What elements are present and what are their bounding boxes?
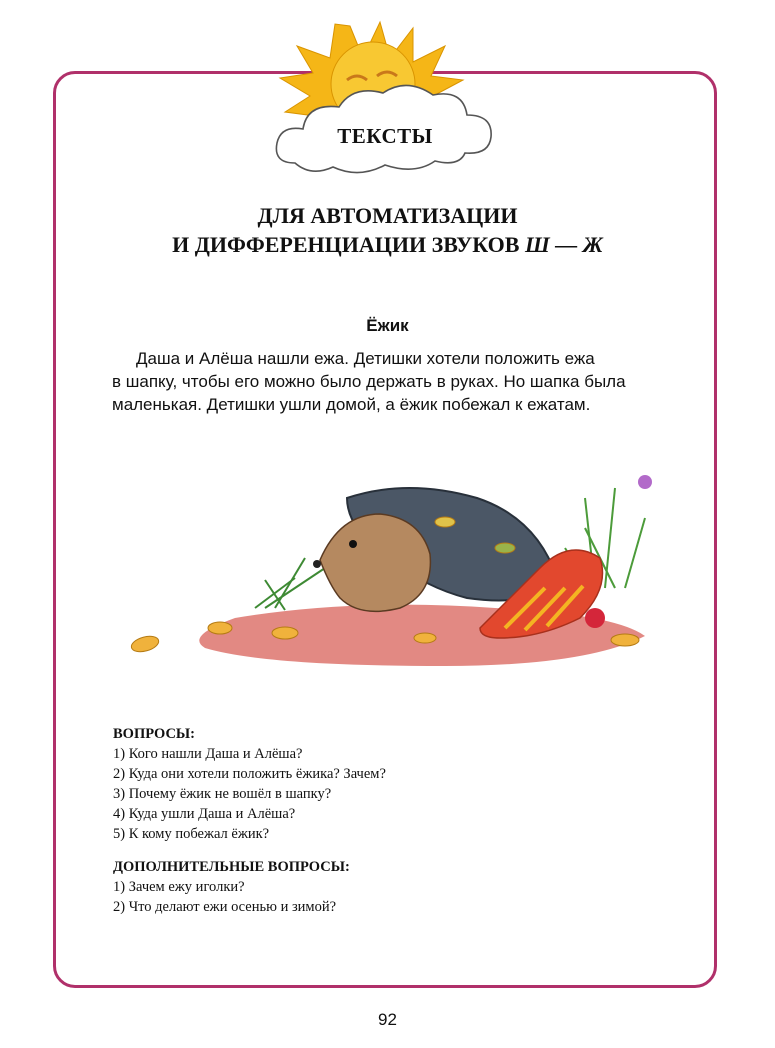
story-text — [112, 347, 672, 416]
hedgehog-nose — [313, 560, 321, 568]
extra-question-item: 1) Зачем ежу иголки? — [113, 879, 245, 895]
extra-questions-block — [113, 857, 673, 917]
page-number: 92 — [378, 1010, 397, 1029]
question-item: 3) Почему ёжик не вошёл в шапку? — [113, 786, 332, 802]
question-item: 5) К кому побежал ёжик? — [113, 826, 270, 842]
story-title: Ёжик — [366, 316, 409, 335]
story-line: в шапку, чтобы его можно было держать в руках. Но шапка была — [112, 372, 626, 391]
question-item: 2) Куда они хотели положить ёжика? Зачем? — [113, 766, 386, 782]
extra-questions-heading: ДОПОЛНИТЕЛЬНЫЕ ВОПРОСЫ: — [113, 859, 350, 875]
questions-heading: ВОПРОСЫ: — [113, 726, 195, 742]
page-title-line1: ДЛЯ АВТОМАТИЗАЦИИ — [257, 203, 518, 228]
pompom-shape — [585, 608, 605, 628]
page-title-line2-prefix: И ДИФФЕРЕНЦИАЦИИ ЗВУКОВ — [172, 232, 520, 257]
story-line: маленькая. Детишки ушли домой, а ёжик побежал к ежатам. — [112, 395, 591, 414]
story-line: Даша и Алёша нашли ежа. Детишки хотели положить ежа — [136, 349, 595, 368]
question-item: 4) Куда ушли Даша и Алёша? — [113, 806, 296, 822]
flower-icon — [638, 475, 652, 489]
hedgehog-illustration — [85, 468, 665, 678]
sun-cloud-illustration — [255, 18, 515, 188]
section-header-label: ТЕКСТЫ — [337, 124, 433, 148]
page-title-line2 — [60, 232, 715, 258]
extra-question-item: 2) Что делают ежи осенью и зимой? — [113, 899, 337, 915]
page-title-sounds: Ш — Ж — [524, 232, 603, 257]
hedgehog-eye — [349, 540, 357, 548]
hedgehog-head — [320, 514, 430, 611]
questions-block — [113, 724, 673, 844]
question-item: 1) Кого нашли Даша и Алёша? — [113, 746, 303, 762]
